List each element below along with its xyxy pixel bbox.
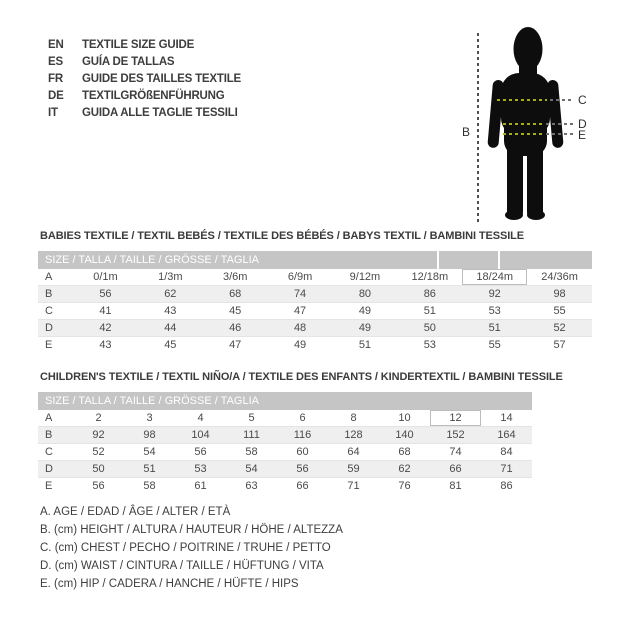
size-cell: 52 bbox=[92, 446, 105, 458]
language-label: TEXTILE SIZE GUIDE bbox=[82, 38, 195, 51]
size-cell: 66 bbox=[430, 461, 481, 478]
legend-line: C. (cm) CHEST / PECHO / POITRINE / TRUHE / PETTO bbox=[40, 542, 331, 554]
size-cell: 62 bbox=[379, 461, 430, 478]
size-cell: 58 bbox=[143, 480, 156, 492]
hip-measure-leader bbox=[546, 133, 574, 135]
size-cell: 14 bbox=[500, 412, 513, 424]
size-cell: 111 bbox=[226, 427, 277, 444]
size-cell: 3/6m bbox=[222, 271, 248, 283]
size-cell: 10 bbox=[398, 412, 411, 424]
size-cell: 18/24m bbox=[462, 269, 527, 286]
table-row bbox=[38, 286, 592, 303]
size-cell: 76 bbox=[398, 480, 411, 492]
size-cell: 49 bbox=[358, 305, 372, 317]
size-cell: 98 bbox=[527, 286, 592, 303]
size-cell: 51 bbox=[423, 305, 436, 317]
size-cell: 71 bbox=[347, 480, 360, 492]
size-cell: 53 bbox=[423, 339, 436, 351]
size-cell: 92 bbox=[462, 286, 527, 303]
language-code: IT bbox=[48, 106, 58, 119]
size-cell: 45 bbox=[229, 305, 242, 317]
row-label: D bbox=[38, 461, 73, 478]
hip-label: E bbox=[578, 128, 587, 142]
size-cell: 104 bbox=[175, 427, 226, 444]
height-measure-line bbox=[477, 33, 479, 223]
size-cell: 55 bbox=[488, 339, 501, 351]
row-label: C bbox=[45, 446, 53, 458]
child-silhouette-icon bbox=[440, 10, 618, 228]
size-cell: 43 bbox=[164, 305, 177, 317]
size-cell: 24/36m bbox=[541, 271, 578, 283]
chest-label: C bbox=[578, 93, 587, 107]
size-cell: 92 bbox=[73, 427, 124, 444]
size-cell: 52 bbox=[527, 320, 592, 337]
size-cell: 58 bbox=[245, 446, 258, 458]
table-row bbox=[38, 269, 592, 286]
children-size-header-band bbox=[38, 392, 532, 410]
chest-measure-line bbox=[497, 99, 547, 101]
table-row bbox=[38, 337, 592, 354]
size-cell: 56 bbox=[73, 286, 138, 303]
size-cell: 140 bbox=[379, 427, 430, 444]
legend-line: D. (cm) WAIST / CINTURA / TAILLE / HÜFTUNG / VITA bbox=[40, 560, 324, 572]
size-cell: 74 bbox=[449, 446, 462, 458]
waist-measure-leader bbox=[546, 123, 574, 125]
language-code: EN bbox=[48, 38, 64, 51]
measurement-figure bbox=[440, 10, 618, 228]
size-cell: 81 bbox=[449, 480, 462, 492]
hip-measure-line bbox=[503, 133, 545, 135]
language-row bbox=[48, 104, 241, 121]
babies-table-title: BABIES TEXTILE / TEXTIL BEBÉS / TEXTILE DES BÉBÉS / BABYS TEXTIL / BAMBINI TESSILE bbox=[40, 230, 525, 242]
table-row bbox=[38, 444, 532, 461]
children-size-table bbox=[38, 410, 532, 494]
language-list bbox=[48, 36, 241, 121]
size-cell: 51 bbox=[462, 320, 527, 337]
size-cell: 62 bbox=[138, 286, 203, 303]
babies-size-header-band bbox=[38, 251, 592, 269]
language-code: FR bbox=[48, 72, 63, 85]
language-code: DE bbox=[48, 89, 64, 102]
size-cell: 59 bbox=[328, 461, 379, 478]
children-size-section bbox=[38, 371, 592, 494]
size-cell: 49 bbox=[333, 320, 398, 337]
size-cell: 5 bbox=[248, 412, 255, 424]
row-label: D bbox=[38, 320, 73, 337]
size-cell: 51 bbox=[124, 461, 175, 478]
row-label: B bbox=[38, 427, 73, 444]
size-cell: 48 bbox=[268, 320, 333, 337]
size-cell: 43 bbox=[99, 339, 112, 351]
size-cell: 56 bbox=[92, 480, 105, 492]
height-label: B bbox=[462, 125, 471, 139]
size-cell: 152 bbox=[430, 427, 481, 444]
size-cell: 54 bbox=[143, 446, 156, 458]
waist-measure-line bbox=[503, 123, 543, 125]
size-cell: 6/9m bbox=[287, 271, 313, 283]
language-code: ES bbox=[48, 55, 63, 68]
table-row bbox=[38, 478, 532, 495]
size-cell: 86 bbox=[397, 286, 462, 303]
size-cell: 71 bbox=[481, 461, 532, 478]
size-cell: 98 bbox=[124, 427, 175, 444]
size-cell: 50 bbox=[73, 461, 124, 478]
size-cell: 57 bbox=[553, 339, 566, 351]
size-cell: 56 bbox=[194, 446, 207, 458]
size-cell: 86 bbox=[500, 480, 513, 492]
size-cell: 51 bbox=[358, 339, 372, 351]
size-cell: 49 bbox=[293, 339, 307, 351]
size-cell: 12/18m bbox=[411, 271, 449, 283]
children-size-header-text: SIZE / TALLA / TAILLE / GRÖSSE / TAGLIA bbox=[45, 395, 259, 407]
size-cell: 47 bbox=[293, 305, 307, 317]
size-cell: 54 bbox=[226, 461, 277, 478]
language-label: GUIDE DES TAILLES TEXTILE bbox=[82, 72, 241, 85]
measurement-legend bbox=[40, 503, 343, 593]
language-row bbox=[48, 87, 241, 104]
babies-size-table bbox=[38, 269, 592, 353]
size-cell: 3 bbox=[146, 412, 153, 424]
children-table-title: CHILDREN'S TEXTILE / TEXTIL NIÑO/A / TEXTILE DES ENFANTS / KINDERTEXTIL / BAMBINI TESSILE bbox=[40, 371, 563, 383]
size-cell: 8 bbox=[350, 412, 357, 424]
legend-line: E. (cm) HIP / CADERA / HANCHE / HÜFTE / HIPS bbox=[40, 578, 299, 590]
size-cell: 44 bbox=[138, 320, 203, 337]
table-row bbox=[38, 410, 532, 427]
table-row bbox=[38, 303, 592, 320]
size-cell: 80 bbox=[333, 286, 398, 303]
size-cell: 46 bbox=[203, 320, 268, 337]
legend-line: A. AGE / EDAD / ÂGE / ALTER / ETÀ bbox=[40, 506, 231, 518]
size-cell: 1/3m bbox=[158, 271, 183, 283]
size-cell: 60 bbox=[296, 446, 309, 458]
language-row bbox=[48, 53, 241, 70]
legend-line: B. (cm) HEIGHT / ALTURA / HAUTEUR / HÖHE / ALTEZZA bbox=[40, 524, 343, 536]
size-cell: 68 bbox=[398, 446, 411, 458]
table-row bbox=[38, 427, 532, 444]
size-cell: 116 bbox=[277, 427, 328, 444]
babies-size-header-text: SIZE / TALLA / TAILLE / GRÖSSE / TAGLIA bbox=[45, 254, 259, 266]
size-cell: 47 bbox=[229, 339, 242, 351]
row-label: E bbox=[45, 339, 53, 351]
size-cell: 2 bbox=[95, 412, 102, 424]
size-cell: 41 bbox=[99, 305, 112, 317]
waist-label: D bbox=[578, 117, 587, 131]
size-cell: 55 bbox=[553, 305, 566, 317]
size-cell: 84 bbox=[500, 446, 513, 458]
chest-measure-leader bbox=[550, 99, 574, 101]
size-cell: 45 bbox=[164, 339, 177, 351]
size-cell: 53 bbox=[175, 461, 226, 478]
size-cell: 4 bbox=[197, 412, 204, 424]
size-cell: 74 bbox=[268, 286, 333, 303]
row-label: C bbox=[45, 305, 53, 317]
size-cell: 6 bbox=[299, 412, 306, 424]
size-cell: 66 bbox=[296, 480, 309, 492]
size-cell: 128 bbox=[328, 427, 379, 444]
size-cell: 50 bbox=[397, 320, 462, 337]
table-row bbox=[38, 461, 532, 478]
highlight-box-right-edge bbox=[498, 251, 500, 269]
row-label: E bbox=[45, 480, 53, 492]
highlight-box-left-edge bbox=[437, 251, 439, 269]
size-cell: 68 bbox=[203, 286, 268, 303]
row-label: A bbox=[45, 412, 53, 424]
table-row bbox=[38, 320, 592, 337]
size-cell: 61 bbox=[194, 480, 207, 492]
size-cell: 9/12m bbox=[349, 271, 381, 283]
size-cell: 63 bbox=[245, 480, 258, 492]
language-row bbox=[48, 70, 241, 87]
language-label: TEXTILGRÖßENFÜHRUNG bbox=[82, 89, 225, 102]
size-cell: 164 bbox=[481, 427, 532, 444]
size-cell: 56 bbox=[277, 461, 328, 478]
language-row bbox=[48, 36, 241, 53]
size-cell: 42 bbox=[73, 320, 138, 337]
size-cell: 12 bbox=[430, 410, 481, 427]
babies-size-section bbox=[38, 230, 592, 353]
language-label: GUÍA DE TALLAS bbox=[82, 55, 175, 68]
language-label: GUIDA ALLE TAGLIE TESSILI bbox=[82, 106, 238, 119]
row-label: A bbox=[45, 271, 53, 283]
size-cell: 64 bbox=[347, 446, 360, 458]
size-cell: 0/1m bbox=[93, 271, 118, 283]
size-cell: 53 bbox=[488, 305, 501, 317]
row-label: B bbox=[38, 286, 73, 303]
